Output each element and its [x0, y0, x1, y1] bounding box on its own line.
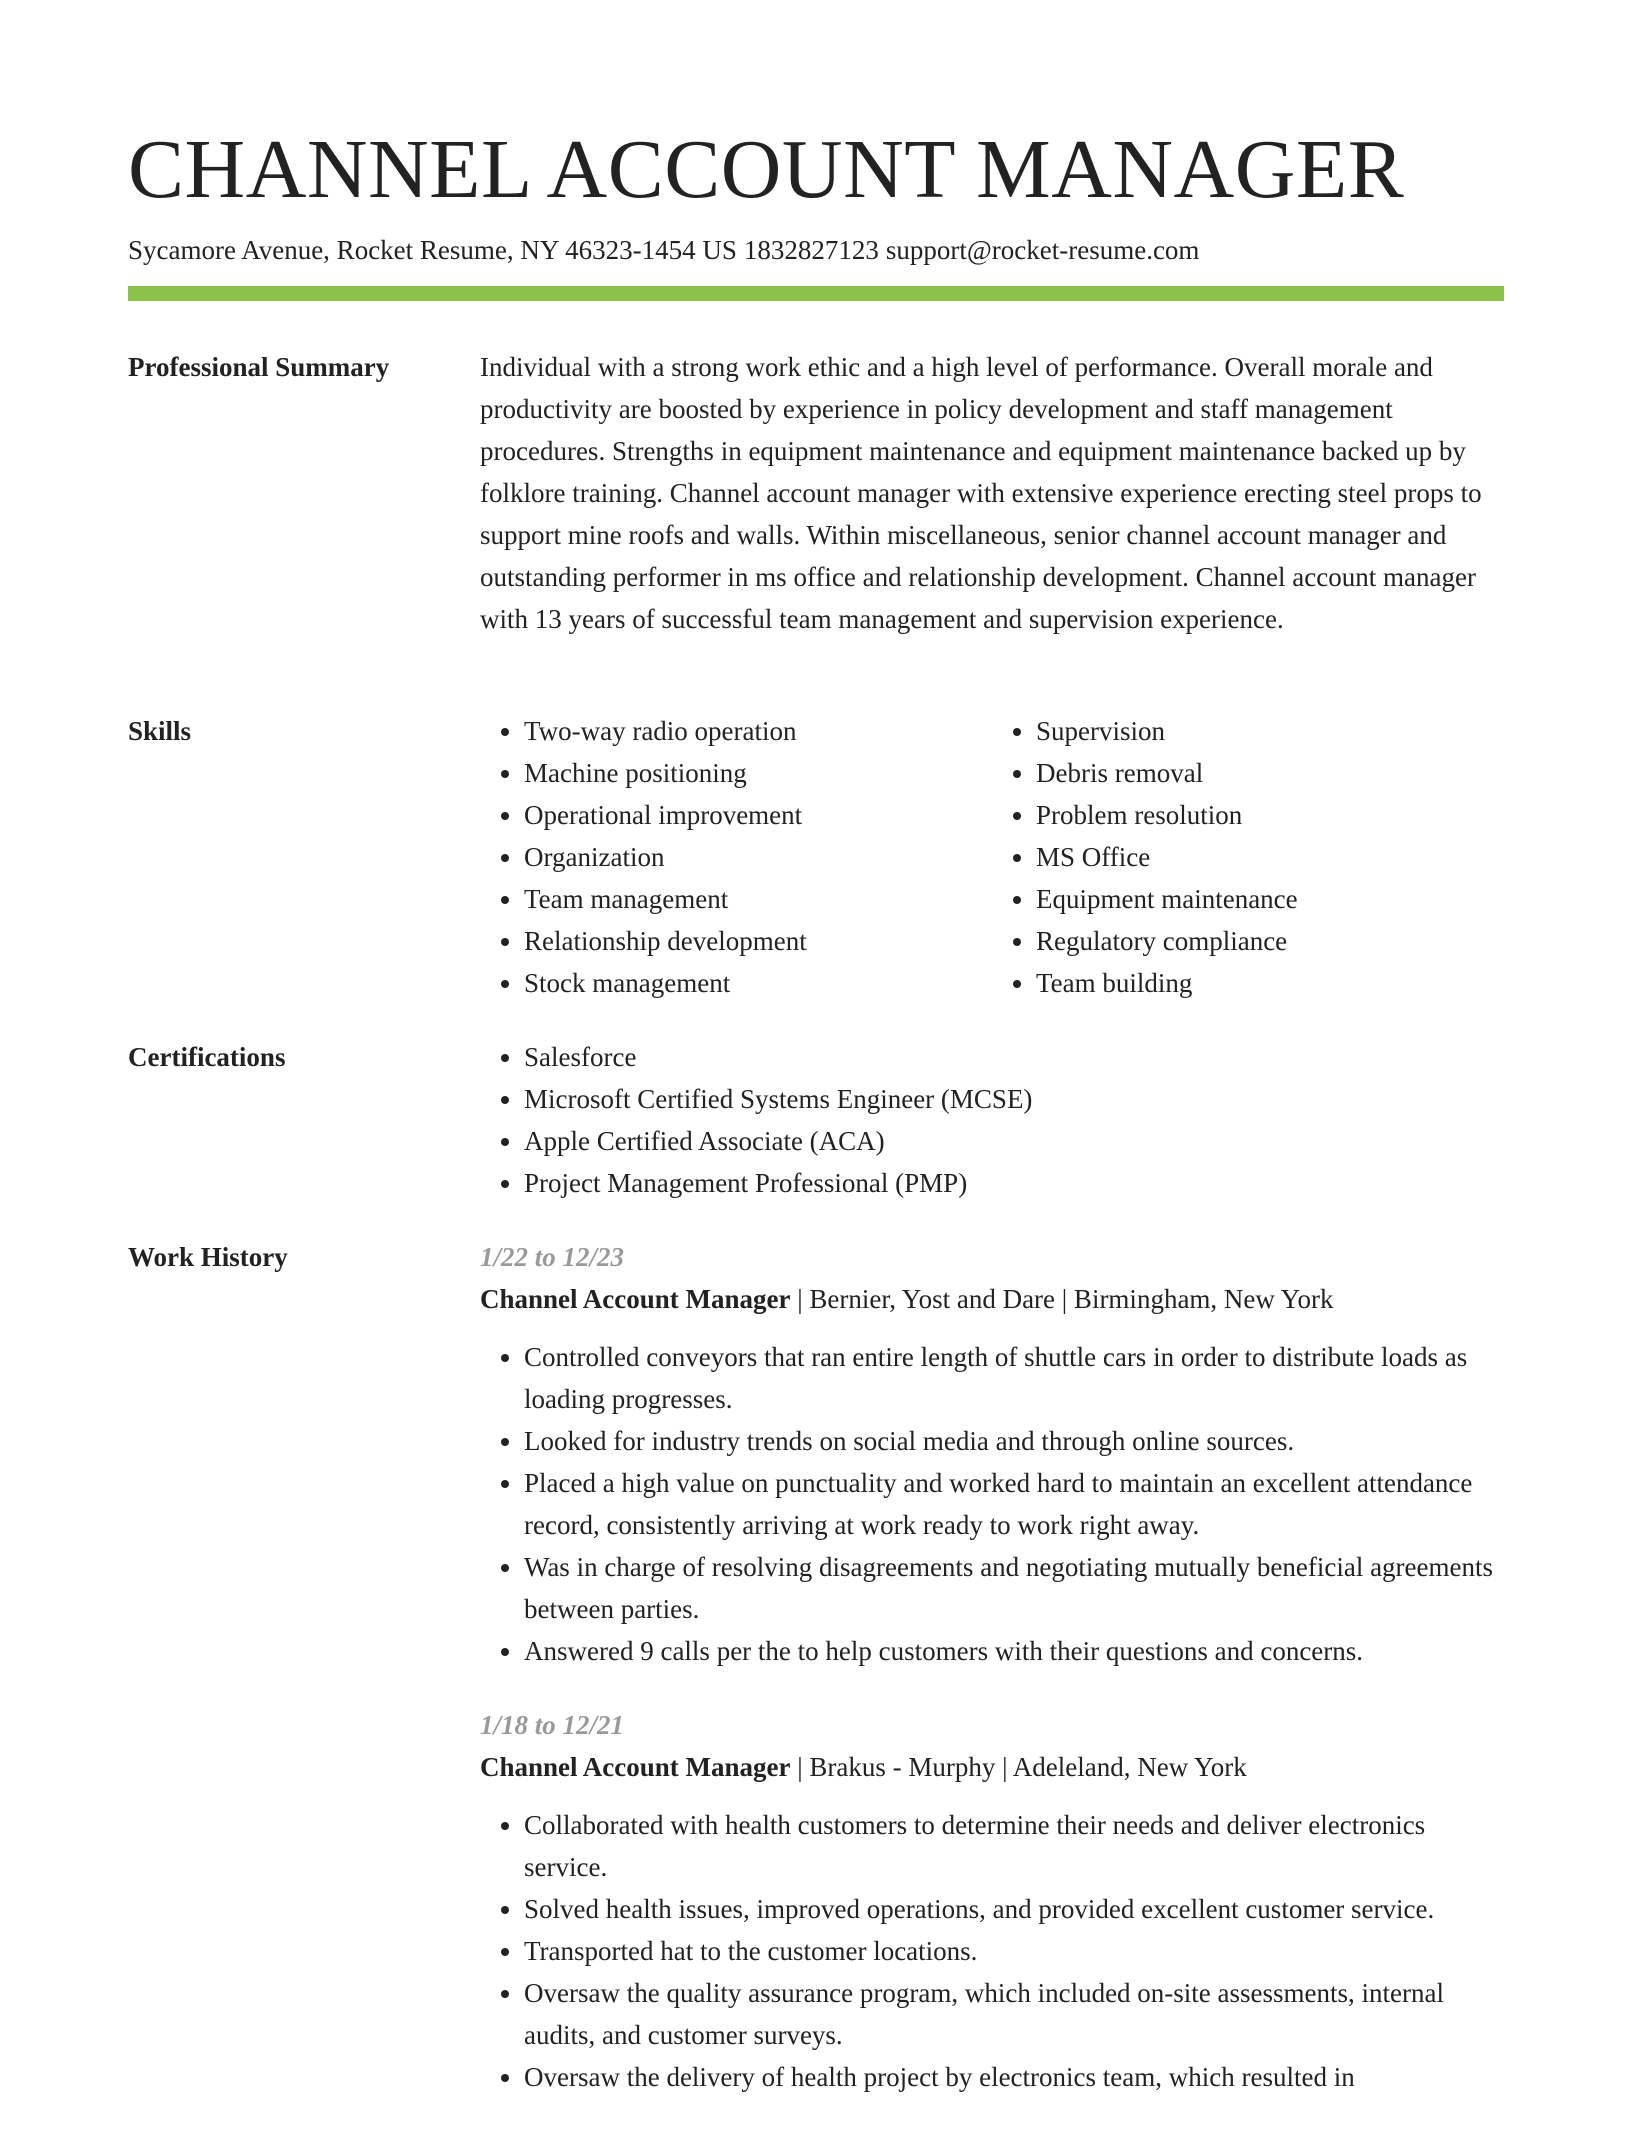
job-title: Channel Account Manager [480, 1752, 791, 1782]
job-title: Channel Account Manager [480, 1284, 791, 1314]
list-item: • Organization [524, 836, 992, 878]
list-item: • Oversaw the quality assurance program, which included on-site assessments, internal audits, and customer surveys. [524, 1972, 1504, 2056]
work-history-body [480, 1236, 1504, 2130]
header-divider [128, 286, 1504, 301]
contact-email: support@rocket-resume.com [885, 235, 1200, 265]
skills-body [480, 710, 1504, 1004]
list-item: • Answered 9 calls per the to help customers with their questions and concerns. [524, 1630, 1504, 1672]
contact-line [128, 232, 1199, 268]
list-item: • Controlled conveyors that ran entire length of shuttle cars in order to distribute loads as loading progresses. [524, 1336, 1504, 1420]
skills-columns [480, 710, 1504, 1004]
summary-text: Individual with a strong work ethic and a high level of performance. Overall morale and productivity are boosted by experience in policy development and staff management procedures. Strengths in equipment maintenance and equipment maintenance backed up by folklore training. Channel account manager with extensive experience erecting steel props to support mine roofs and walls. Within miscellaneous, senior channel account manager and outstanding performer in ms office and relationship development. Channel account manager with 13 years of successful team management and supervision experience. [480, 352, 1482, 634]
list-item: • Team building [1036, 962, 1504, 1004]
list-item: • Machine positioning [524, 752, 992, 794]
list-item: • Oversaw the delivery of health project by electronics team, which resulted in [524, 2056, 1504, 2098]
job-entry [480, 1236, 1504, 1672]
list-item: • Solved health issues, improved operations, and provided excellent customer service. [524, 1888, 1504, 1930]
job-bullets [480, 1804, 1504, 2098]
job-heading [480, 1746, 1504, 1788]
list-item: • Debris removal [1036, 752, 1504, 794]
resume-title: CHANNEL ACCOUNT MANAGER [128, 123, 1405, 216]
summary-body [480, 346, 1504, 640]
list-item: • Transported hat to the customer locations. [524, 1930, 1504, 1972]
job-dates: 1/18 to 12/21 [480, 1710, 625, 1740]
skills-list-right [992, 710, 1504, 1004]
list-item: • Salesforce [524, 1036, 1504, 1078]
list-item: • Problem resolution [1036, 794, 1504, 836]
job-company-location: | Brakus - Murphy | Adeleland, New York [797, 1752, 1247, 1782]
list-item: • Supervision [1036, 710, 1504, 752]
job-dates: 1/22 to 12/23 [480, 1242, 625, 1272]
list-item: • Project Management Professional (PMP) [524, 1162, 1504, 1204]
list-item: • Stock management [524, 962, 992, 1004]
summary-heading: Professional Summary [128, 352, 390, 382]
work-history-heading: Work History [128, 1242, 288, 1272]
certifications-list [480, 1036, 1504, 1204]
list-item: • Operational improvement [524, 794, 992, 836]
list-item: • Microsoft Certified Systems Engineer (MCSE) [524, 1078, 1504, 1120]
list-item: • Apple Certified Associate (ACA) [524, 1120, 1504, 1162]
list-item: • Team management [524, 878, 992, 920]
certifications-heading: Certifications [128, 1042, 286, 1072]
list-item: • Two-way radio operation [524, 710, 992, 752]
list-item: • Equipment maintenance [1036, 878, 1504, 920]
job-company-location: | Bernier, Yost and Dare | Birmingham, New York [797, 1284, 1334, 1314]
certifications-body [480, 1036, 1504, 1204]
contact-phone: 1832827123 [743, 235, 879, 265]
job-bullets [480, 1336, 1504, 1672]
list-item: • MS Office [1036, 836, 1504, 878]
skills-heading: Skills [128, 716, 192, 746]
list-item: • Relationship development [524, 920, 992, 962]
contact-address: Sycamore Avenue, Rocket Resume, NY 46323-1454 US [128, 235, 737, 265]
job-heading [480, 1278, 1504, 1320]
list-item: • Was in charge of resolving disagreements and negotiating mutually beneficial agreements between parties. [524, 1546, 1504, 1630]
list-item: • Regulatory compliance [1036, 920, 1504, 962]
list-item: • Placed a high value on punctuality and worked hard to maintain an excellent attendance record, consistently arriving at work ready to work right away. [524, 1462, 1504, 1546]
list-item: • Looked for industry trends on social media and through online sources. [524, 1420, 1504, 1462]
skills-list-left [480, 710, 992, 1004]
list-item: • Collaborated with health customers to determine their needs and deliver electronics service. [524, 1804, 1504, 1888]
job-entry [480, 1704, 1504, 2098]
